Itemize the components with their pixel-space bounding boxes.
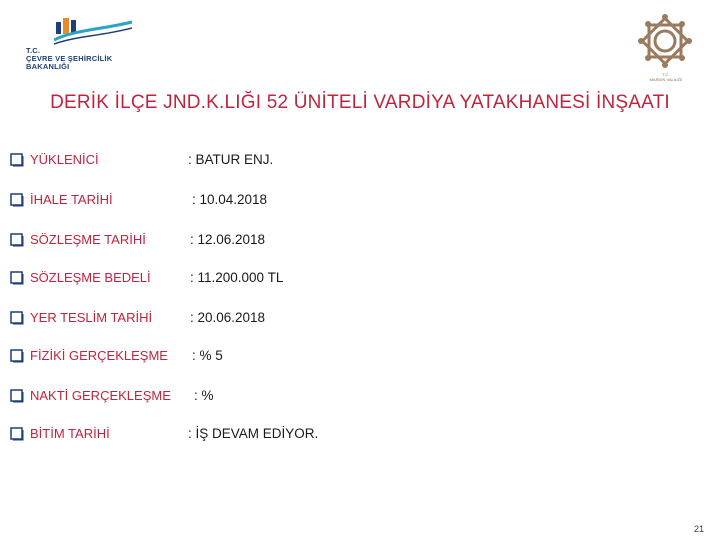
info-label: NAKTİ GERÇEKLEŞME <box>30 388 171 403</box>
info-value: : % 5 <box>192 348 223 363</box>
info-label: SÖZLEŞME BEDELİ <box>30 270 151 285</box>
info-value: : % <box>194 388 214 403</box>
info-label: FİZİKİ GERÇEKLEŞME <box>30 348 168 363</box>
checkbox-bullet-icon <box>10 153 24 167</box>
governorship-seal-icon <box>636 12 694 70</box>
page-title: DERİK İLÇE JND.K.LIĞI 52 ÜNİTELİ VARDİYA YATAKHANESİ İNŞAATI <box>50 92 670 113</box>
checkbox-bullet-icon <box>10 233 24 247</box>
info-value: : BATUR ENJ. <box>188 152 274 167</box>
info-label: SÖZLEŞME TARİHİ <box>30 232 146 247</box>
ministry-logo-text <box>26 47 112 71</box>
info-value: : 10.04.2018 <box>192 192 268 207</box>
ministry-logo <box>22 14 132 71</box>
ministry-logo-line: ÇEVRE VE ŞEHİRCİLİK <box>26 54 113 63</box>
page-number: 21 <box>693 524 704 534</box>
checkbox-bullet-icon <box>10 193 24 207</box>
checkbox-bullet-icon <box>10 271 24 285</box>
info-value: : 12.06.2018 <box>190 232 266 247</box>
ministry-logo-line: T.C. <box>26 46 41 55</box>
info-label: YER TESLİM TARİHİ <box>30 310 153 325</box>
checkbox-bullet-icon <box>10 349 24 363</box>
info-value: : 20.06.2018 <box>190 310 266 325</box>
ministry-logo-line: BAKANLIĞI <box>26 62 70 71</box>
checkbox-bullet-icon <box>10 427 24 441</box>
info-label: YÜKLENİCİ <box>30 152 99 167</box>
info-value: : İŞ DEVAM EDİYOR. <box>188 426 319 441</box>
info-value: : 11.200.000 TL <box>190 270 284 285</box>
governorship-caption <box>630 72 702 82</box>
checkbox-bullet-icon <box>10 311 24 325</box>
checkbox-bullet-icon <box>10 389 24 403</box>
info-label: BİTİM TARİHİ <box>30 426 110 441</box>
ministry-logo-icon <box>54 16 134 46</box>
info-label: İHALE TARİHİ <box>30 192 113 207</box>
governorship-name: MARDİN VALİLİĞİ <box>649 77 683 82</box>
governorship-prefix: T.C. <box>662 72 670 77</box>
governorship-logo <box>630 12 702 82</box>
